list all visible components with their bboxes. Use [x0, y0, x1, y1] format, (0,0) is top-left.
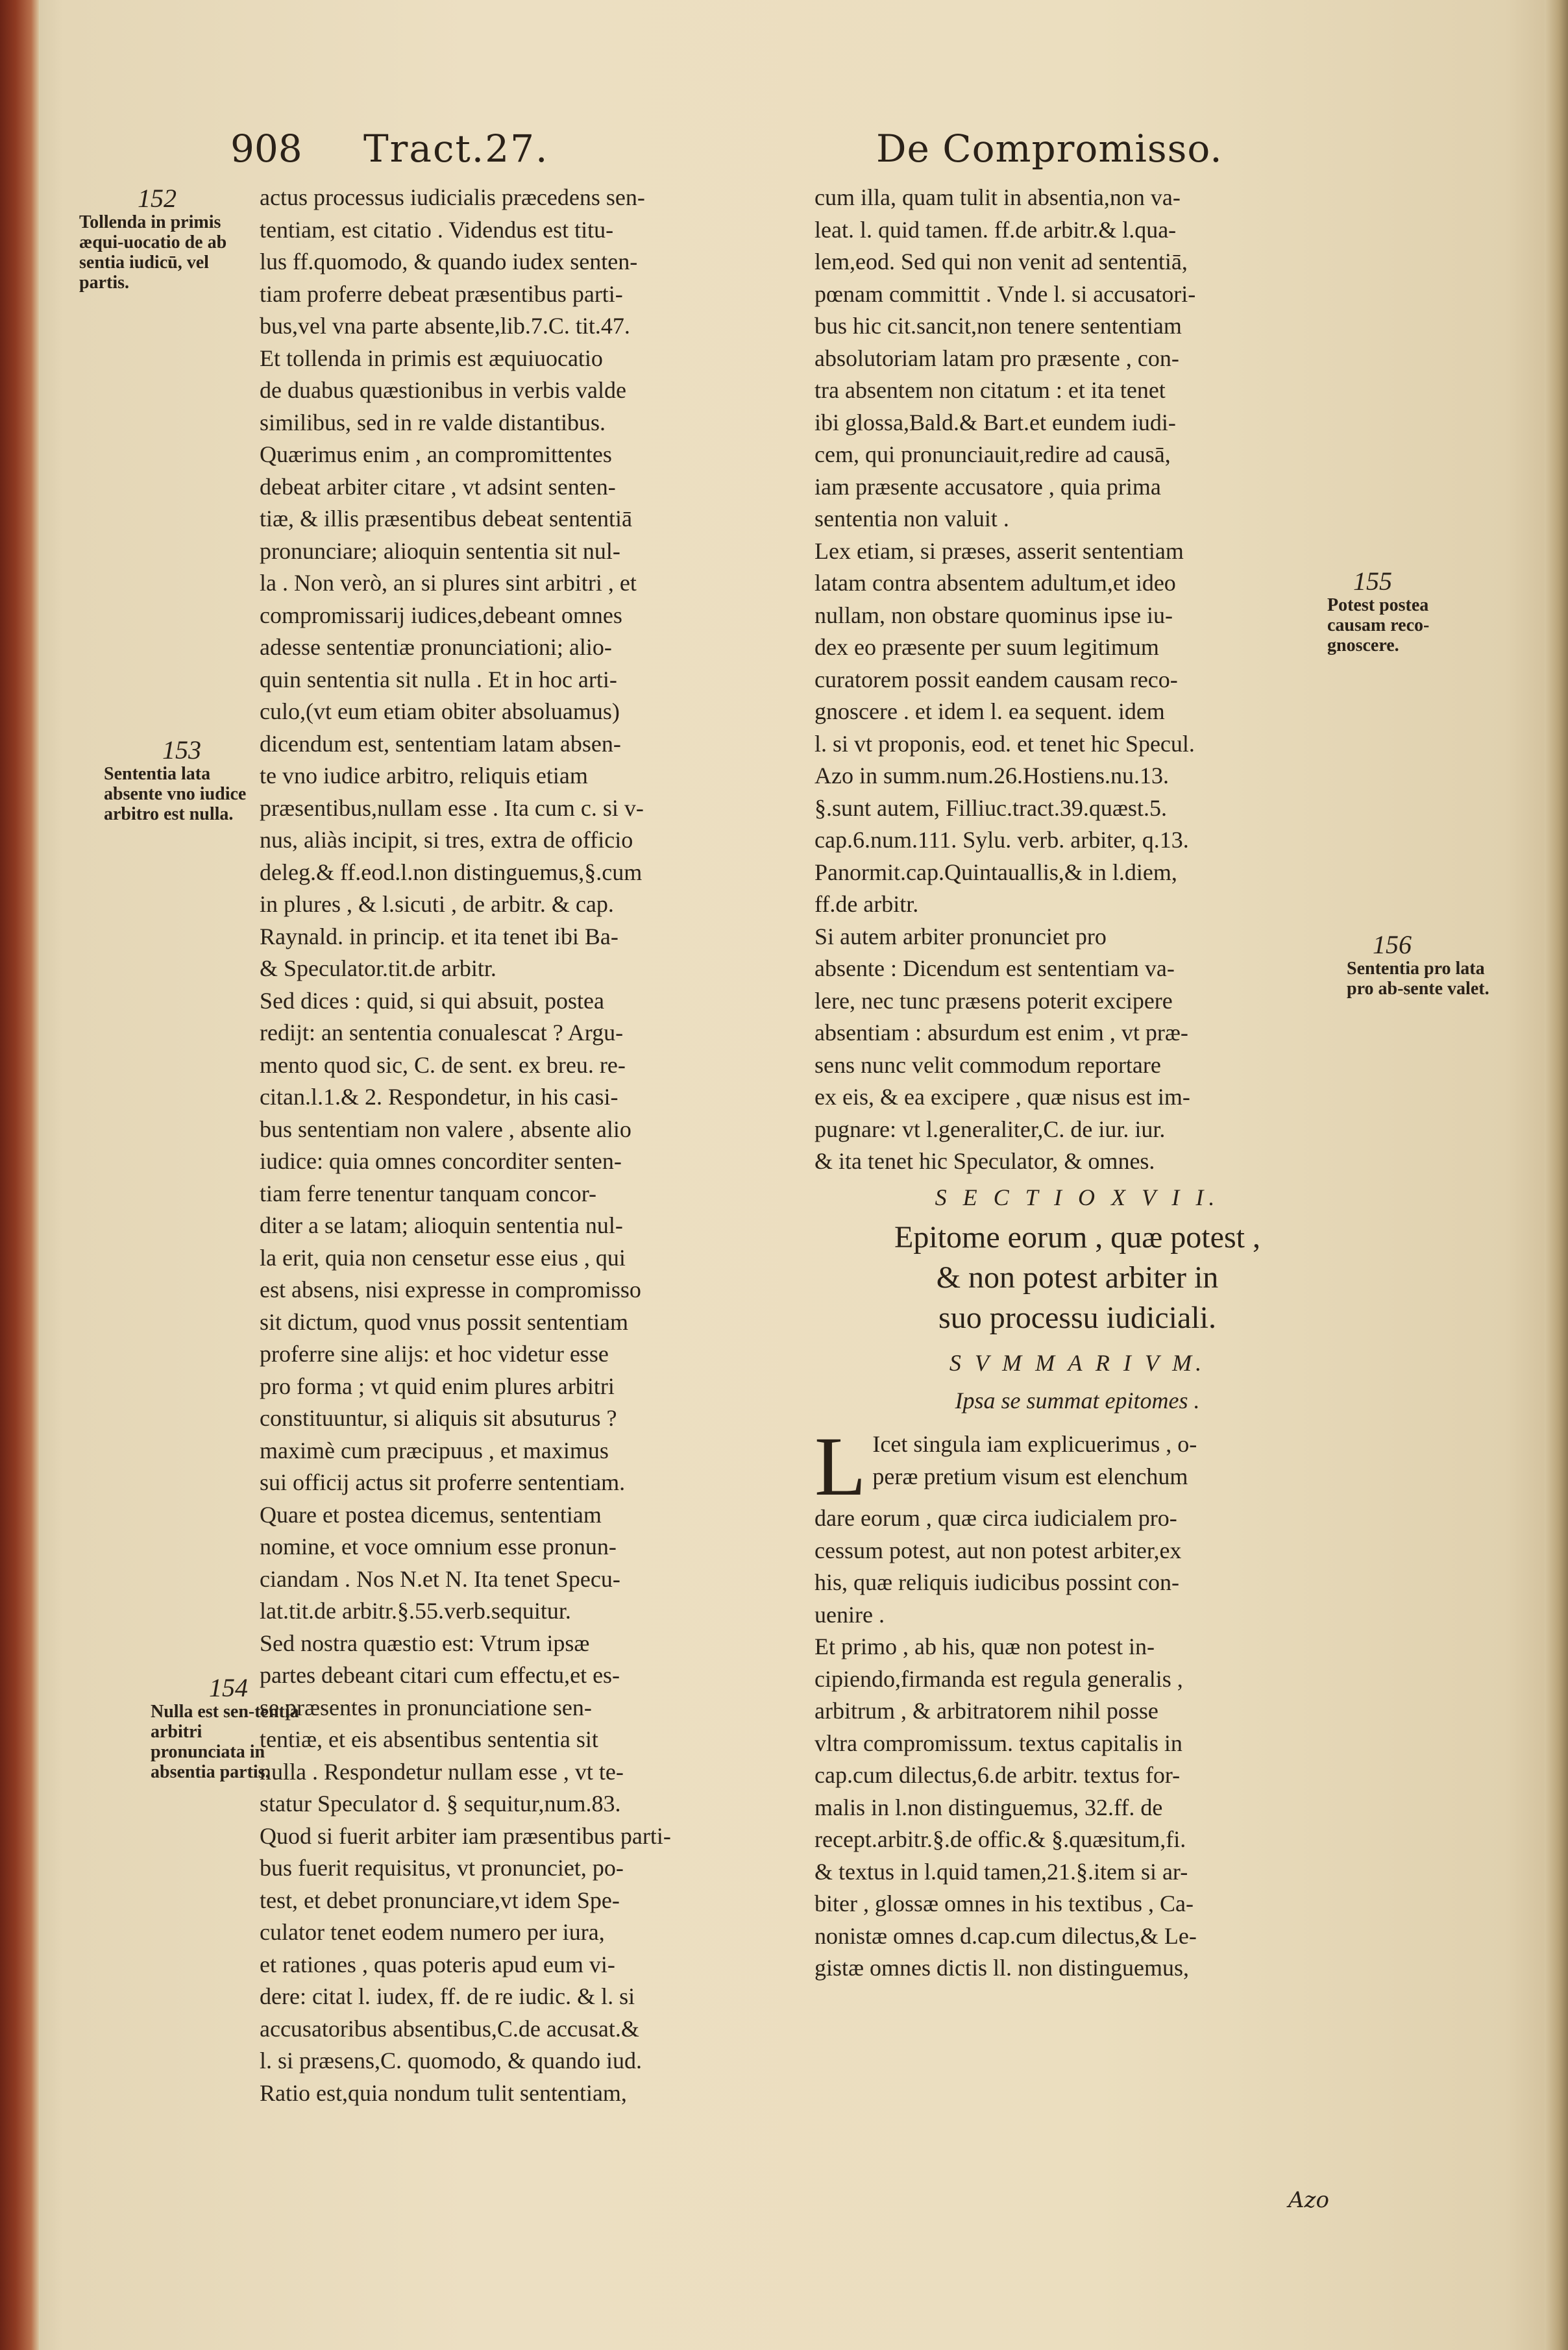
- text-line: sui officij actus sit proferre sententiam.: [260, 1469, 626, 1495]
- drop-cap-lines: [815, 1428, 1340, 1493]
- text-line: dare eorum , quæ circa iudicialem pro-: [815, 1505, 1177, 1531]
- text-line: absolutoriam latam pro præsente , con-: [815, 345, 1179, 371]
- text-line: diter a se latam; alioquin sententia nul-: [260, 1212, 623, 1238]
- text-line: nullam, non obstare quominus ipse iu-: [815, 602, 1173, 628]
- book-binding-edge: [0, 0, 39, 2350]
- margin-note-156: [1347, 931, 1489, 999]
- text-line: tra absentem non citatum : et ita tenet: [815, 377, 1166, 403]
- text-line: similibus, sed in re valde distantibus.: [260, 409, 606, 435]
- text-line: tiam ferre tenentur tanquam concor-: [260, 1180, 597, 1206]
- text-line: cem, qui pronunciauit,redire ad causā,: [815, 441, 1171, 467]
- text-line: suo processu iudiciali.: [938, 1301, 1216, 1335]
- text-line: tiam proferre debeat præsentibus parti-: [260, 280, 623, 307]
- margin-note-text: Sententia pro lata pro ab-sente valet.: [1347, 959, 1489, 999]
- text-line: mento quod sic, C. de sent. ex breu. re-: [260, 1051, 626, 1078]
- text-line: peræ pretium visum est elenchum: [872, 1463, 1188, 1489]
- text-line: partes debeant citari cum effectu,et es-: [260, 1662, 620, 1688]
- text-line: cum illa, quam tulit in absentia,non va-: [815, 184, 1181, 210]
- text-line: culo,(vt eum etiam obiter absoluamus): [260, 698, 620, 724]
- text-line: Quærimus enim , an compromittentes: [260, 441, 612, 467]
- text-line: sententia non valuit .: [815, 506, 1009, 532]
- text-line: cessum potest, aut non potest arbiter,ex: [815, 1537, 1182, 1563]
- text-line: actus processus iudicialis præcedens sen-: [260, 184, 645, 210]
- text-line: te vno iudice arbitro, reliquis etiam: [260, 763, 588, 789]
- text-line: sens nunc velit commodum reportare: [815, 1051, 1161, 1078]
- text-line: tentiam, est citatio . Videndus est titu-: [260, 216, 614, 243]
- text-line: leat. l. quid tamen. ff.de arbitr.& l.qua-: [815, 216, 1177, 243]
- text-line: nonistæ omnes d.cap.cum dilectus,& Le-: [815, 1922, 1197, 1949]
- text-line: Quod si fuerit arbiter iam præsentibus parti-: [260, 1822, 671, 1849]
- text-line: & textus in l.quid tamen,21.§.item si ar-: [815, 1858, 1188, 1885]
- text-line: recept.arbitr.§.de offic.& §.quæsitum,fi.: [815, 1826, 1186, 1852]
- text-line: Epitome eorum , quæ potest ,: [894, 1220, 1260, 1255]
- text-line: culator tenet eodem numero per iura,: [260, 1919, 605, 1945]
- text-line: & Speculator.tit.de arbitr.: [260, 955, 496, 981]
- margin-note-number: 155: [1353, 567, 1392, 596]
- text-line: Panormit.cap.Quintauallis,& in l.diem,: [815, 859, 1177, 885]
- text-line: redijt: an sententia conualescat ? Argu-: [260, 1020, 624, 1046]
- text-line: est absens, nisi expresse in compromisso: [260, 1277, 641, 1303]
- text-line: test, et debet pronunciare,vt idem Spe-: [260, 1887, 620, 1913]
- text-line: bus,vel vna parte absente,lib.7.C. tit.47.: [260, 313, 630, 339]
- opening-paragraph: [815, 1420, 1340, 1513]
- text-line: nomine, et voce omnium esse pronun-: [260, 1534, 617, 1560]
- text-line: malis in l.non distinguemus, 32.ff. de: [815, 1794, 1163, 1820]
- text-line: præsentibus,nullam esse . Ita cum c. si v-: [260, 794, 644, 821]
- text-line: gistæ omnes dictis ll. non distinguemus,: [815, 1955, 1190, 1981]
- margin-note-155: [1327, 568, 1476, 655]
- summarium-text: Ipsa se summat epitomes .: [955, 1387, 1200, 1414]
- text-line: lus ff.quomodo, & quando iudex senten-: [260, 249, 638, 275]
- margin-note-153: [104, 737, 253, 824]
- section-heading: S E C T I O X V I I.: [935, 1184, 1220, 1210]
- text-line: et rationes , quas poteris apud eum vi-: [260, 1951, 615, 1977]
- text-line: dere: citat l. iudex, ff. de re iudic. & l. si: [260, 1983, 635, 2009]
- margin-note-text: Sententia lata absente vno iudice arbitro est nulla.: [104, 764, 247, 824]
- text-line: de duabus quæstionibus in verbis valde: [260, 377, 626, 403]
- right-column-bottom-text: [815, 1502, 1340, 1985]
- text-line: constituuntur, si aliquis sit absuturus ?: [260, 1405, 617, 1431]
- text-line: absentiam : absurdum est enim , vt præ-: [815, 1020, 1188, 1046]
- text-line: Icet singula iam explicuerimus , o-: [872, 1431, 1197, 1457]
- text-line: pœnam committit . Vnde l. si accusatori-: [815, 280, 1196, 307]
- right-column-top-text: [815, 182, 1340, 1178]
- text-line: vltra compromissum. textus capitalis in: [815, 1730, 1182, 1756]
- text-line: nus, aliàs incipit, si tres, extra de officio: [260, 827, 633, 853]
- page-right-edge: [1545, 0, 1568, 2350]
- text-line: Et primo , ab his, quæ non potest in-: [815, 1634, 1155, 1659]
- text-line: bus fuerit requisitus, vt pronunciet, po-: [260, 1855, 624, 1881]
- text-line: curatorem possit eandem causam reco-: [815, 666, 1178, 692]
- text-line: bus sententiam non valere , absente alio: [260, 1116, 631, 1142]
- text-line: ex eis, & ea excipere , quæ nisus est im-: [815, 1084, 1190, 1110]
- right-text-column: [815, 182, 1340, 1985]
- text-line: lere, nec tunc præsens poterit excipere: [815, 987, 1173, 1014]
- text-line: la . Non verò, an si plures sint arbitri , et: [260, 570, 637, 596]
- text-line: nulla . Respondetur nullam esse , vt te-: [260, 1758, 624, 1785]
- text-line: l. si præsens,C. quomodo, & quando iud.: [260, 2048, 643, 2074]
- left-text-column: [260, 182, 811, 2109]
- text-line: ibi glossa,Bald.& Bart.et eundem iudi-: [815, 409, 1176, 435]
- text-line: debeat arbiter citare , vt adsint senten-: [260, 473, 616, 500]
- running-head-tract: Tract.27.: [363, 127, 549, 171]
- text-line: maximè cum præcipuus , et maximus: [260, 1437, 609, 1463]
- text-line: se præsentes in pronunciatione sen-: [260, 1694, 592, 1720]
- text-line: §.sunt autem, Filliuc.tract.39.quæst.5.: [815, 794, 1167, 821]
- text-line: ciandam . Nos N.et N. Ita tenet Specu-: [260, 1565, 620, 1592]
- margin-note-number: 153: [162, 735, 201, 765]
- text-line: adesse sententiæ pronunciationi; alio-: [260, 634, 612, 660]
- margin-note-text: Potest postea causam reco-gnoscere.: [1327, 595, 1430, 655]
- text-line: Et tollenda in primis est æquiuocatio: [260, 345, 603, 371]
- text-line: in plures , & l.sicuti , de arbitr. & cap.: [260, 891, 614, 917]
- text-line: tiæ, & illis præsentibus debeat sententiā: [260, 506, 632, 532]
- margin-note-number: 154: [209, 1673, 248, 1702]
- text-line: latam contra absentem adultum,et ideo: [815, 570, 1176, 596]
- text-line: l. si vt proponis, eod. et tenet hic Specul.: [815, 730, 1195, 757]
- text-line: cap.6.num.111. Sylu. verb. arbiter, q.13.: [815, 827, 1189, 853]
- text-line: dex eo præsente per suum legitimum: [815, 634, 1159, 660]
- text-line: pugnare: vt l.generaliter,C. de iur. iur.: [815, 1116, 1166, 1142]
- margin-note-number: 152: [138, 184, 177, 213]
- text-line: Lex etiam, si præses, asserit sententiam: [815, 537, 1184, 564]
- text-line: biter , glossæ omnes in his textibus , Ca-: [815, 1891, 1194, 1916]
- text-line: sit dictum, quod vnus possit sententiam: [260, 1308, 628, 1335]
- text-line: statur Speculator d. § sequitur,num.83.: [260, 1791, 621, 1817]
- text-line: Sed nostra quæstio est: Vtrum ipsæ: [260, 1630, 590, 1656]
- text-line: cipiendo,firmanda est regula generalis ,: [815, 1665, 1183, 1692]
- text-line: gnoscere . et idem l. ea sequent. idem: [815, 698, 1165, 724]
- text-line: iam præsente accusatore , quia prima: [815, 473, 1161, 500]
- text-line: pro forma ; vt quid enim plures arbitri: [260, 1373, 615, 1399]
- text-line: cap.cum dilectus,6.de arbitr. textus for-: [815, 1762, 1181, 1788]
- text-line: pronunciare; alioquin sententia sit nul-: [260, 537, 620, 564]
- text-line: deleg.& ff.eod.l.non distinguemus,§.cum: [260, 859, 643, 885]
- text-line: iudice: quia omnes concorditer senten-: [260, 1148, 622, 1174]
- text-line: tentiæ, et eis absentibus sententia sit: [260, 1726, 598, 1752]
- running-head-title: De Compromisso.: [876, 127, 1223, 171]
- text-line: accusatoribus absentibus,C.de accusat.&: [260, 2015, 639, 2042]
- section-title-epitome: [815, 1218, 1340, 1338]
- drop-cap: L: [815, 1420, 866, 1513]
- text-line: Quare et postea dicemus, sententiam: [260, 1501, 602, 1528]
- text-line: & ita tenet hic Speculator, & omnes.: [815, 1148, 1155, 1174]
- margin-note-text: Nulla est sen-tentia arbitri pronunciata in absentia partis.: [151, 1702, 299, 1782]
- text-line: quin sententia sit nulla . Et in hoc arti-: [260, 666, 617, 692]
- text-line: uenire .: [815, 1601, 885, 1628]
- margin-note-number: 156: [1373, 930, 1412, 959]
- summarium-heading: S V M M A R I V M.: [949, 1350, 1206, 1376]
- text-line: Raynald. in princip. et ita tenet ibi Ba-: [260, 923, 619, 949]
- text-line: Ratio est,quia nondum tulit sententiam,: [260, 2079, 627, 2106]
- page-number: 908: [230, 127, 302, 171]
- text-line: dicendum est, sententiam latam absen-: [260, 730, 621, 757]
- margin-note-152: [79, 185, 235, 293]
- text-line: compromissarij iudices,debeant omnes: [260, 602, 622, 628]
- text-line: lat.tit.de arbitr.§.55.verb.sequitur.: [260, 1598, 571, 1624]
- text-line: lem,eod. Sed qui non venit ad sententiā,: [815, 249, 1188, 275]
- text-line: citan.l.1.& 2. Respondetur, in his casi-: [260, 1084, 619, 1110]
- text-line: arbitrum , & arbitratorem nihil posse: [815, 1698, 1158, 1724]
- text-line: Si autem arbiter pronunciet pro: [815, 923, 1107, 949]
- text-line: bus hic cit.sancit,non tenere sententiam: [815, 313, 1182, 339]
- text-line: proferre sine alijs: et hoc videtur esse: [260, 1341, 609, 1367]
- text-line: la erit, quia non censetur esse eius , qui: [260, 1244, 626, 1271]
- text-line: his, quæ reliquis iudicibus possint con-: [815, 1569, 1179, 1595]
- catchword: Azo: [1288, 2187, 1329, 2213]
- text-line: absente : Dicendum est sententiam va-: [815, 955, 1175, 981]
- text-line: Sed dices : quid, si qui absuit, postea: [260, 987, 604, 1014]
- text-line: ff.de arbitr.: [815, 891, 919, 917]
- text-line: & non potest arbiter in: [936, 1260, 1219, 1295]
- text-line: Azo in summ.num.26.Hostiens.nu.13.: [815, 763, 1169, 789]
- margin-note-text: Tollenda in primis æqui-uocatio de ab sentia iudicū, vel partis.: [79, 212, 227, 293]
